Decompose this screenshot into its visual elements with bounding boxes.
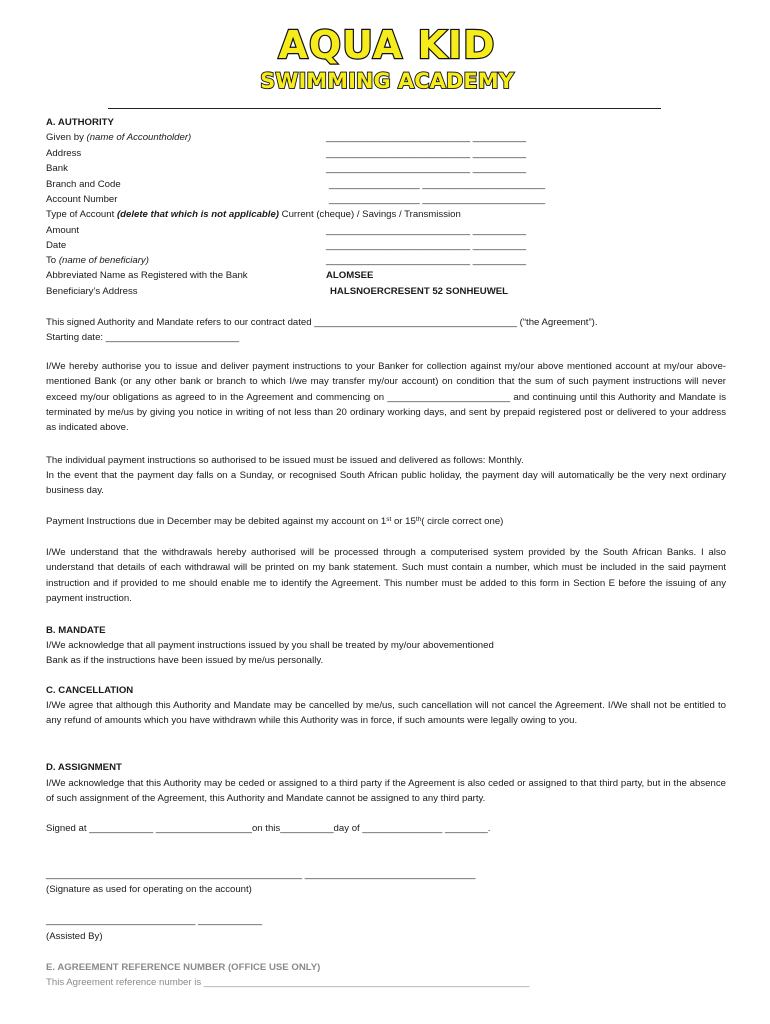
logo-line1: AQUA KID bbox=[278, 23, 496, 67]
assisted-by-line[interactable]: ____________________________ ____________ bbox=[46, 915, 263, 926]
assignment-paragraph: I/We acknowledge that this Authority may be ceded or assigned to a third party if the Agreement is also ceded or assigned to that third party, but in the absence of such assignment of the Agreement, this Authority and Mandate cannot be assigned to any third party. bbox=[46, 778, 726, 805]
bank-field[interactable]: ___________________________ __________ bbox=[326, 163, 527, 174]
branch-code-field[interactable]: _________________ _______________________ bbox=[329, 179, 546, 190]
account-number-field[interactable]: _________________ _______________________ bbox=[329, 194, 546, 205]
cancellation-paragraph: I/We agree that although this Authority and Mandate may be cancelled by me/us, such cancellation will not cancel the Agreement. I/We shall not be entitled to any refund of amounts which you have withdrawn while this Authority was in force, if such amounts were legally owing to you. bbox=[46, 700, 726, 727]
account-type-options[interactable]: Current (cheque) / Savings / Transmission bbox=[279, 209, 461, 220]
given-by-field[interactable]: ___________________________ __________ bbox=[326, 132, 527, 143]
beneficiary-address-label: Beneficiary’s Address bbox=[46, 286, 138, 297]
payment-day-paragraph: In the event that the payment day falls on a Sunday, or recognised South African public holiday, the payment day will automatically be the very next ordinary business day. bbox=[46, 470, 726, 497]
amount-label: Amount bbox=[46, 225, 80, 236]
mandate-line2: Bank as if the instructions have been issued by me/us personally. bbox=[46, 655, 324, 666]
signature-line[interactable]: ________________________________________________ ________________________________ bbox=[46, 869, 476, 880]
account-type-line: Type of Account (delete that which is not applicable) Current (cheque) / Savings / Transmission bbox=[46, 209, 461, 220]
abbreviated-name-label: Abbreviated Name as Registered with the Bank bbox=[46, 270, 248, 281]
address-label: Address bbox=[46, 148, 82, 159]
amount-field[interactable]: ___________________________ __________ bbox=[326, 225, 527, 236]
instructions-frequency: The individual payment instructions so authorised to be issued must be issued and delivered as follows: Monthly. bbox=[46, 455, 524, 466]
mandate-heading: B. MANDATE bbox=[46, 625, 106, 636]
signature-caption: (Signature as used for operating on the account) bbox=[46, 884, 252, 895]
account-number-label: Account Number bbox=[46, 194, 118, 205]
authority-heading: A. AUTHORITY bbox=[46, 117, 114, 128]
aqua-kid-logo bbox=[250, 22, 525, 94]
beneficiary-address-value: HALSNOERCRESENT 52 SONHEUWEL bbox=[330, 286, 509, 297]
date-label: Date bbox=[46, 240, 67, 251]
withdrawals-paragraph: I/We understand that the withdrawals hereby authorised will be processed through a computerised system provided by the South African Banks. I also understand that details of each withdrawal will be printed on my bank statement. Such must contain a number, which must be included in the said payment instruction and if provided to me should enable me to identify the Agreement. This number must be added to this form in Section E before the issuing of any payment instruction. bbox=[46, 547, 726, 604]
assisted-by-caption: (Assisted By) bbox=[46, 931, 103, 942]
abbreviated-name-value: ALOMSEE bbox=[326, 270, 374, 281]
reference-heading: E. AGREEMENT REFERENCE NUMBER (OFFICE USE ONLY) bbox=[46, 962, 321, 973]
address-field[interactable]: ___________________________ __________ bbox=[326, 148, 527, 159]
date-field[interactable]: ___________________________ __________ bbox=[326, 240, 527, 251]
header-rule bbox=[108, 108, 661, 109]
branch-code-label: Branch and Code bbox=[46, 179, 121, 190]
reference-line[interactable]: This Agreement reference number is _____________________________________________________________ bbox=[46, 977, 530, 988]
mandate-line1: I/We acknowledge that all payment instructions issued by you shall be treated by my/our abovementioned bbox=[46, 640, 494, 651]
starting-date-line[interactable]: Starting date: _________________________ bbox=[46, 332, 240, 343]
authorisation-paragraph: I/We hereby authorise you to issue and deliver payment instructions to your Banker for collection against my/our above mentioned account at my/our above-mentioned Bank (or any other bank or branch to which I/we may transfer my/our account) on condition that the sum of such payment instructions will never exceed my/our obligations as agreed to in the Agreement and commencing on _______________________ and continuing until this Authority and Mandate is terminated by me/us by giving you notice in writing of not less than 20 ordinary working days, and sent by prepaid registered post or delivered to your address as indicated above. bbox=[46, 361, 726, 434]
cancellation-heading: C. CANCELLATION bbox=[46, 685, 134, 696]
december-debit-line[interactable]: Payment Instructions due in December may be debited against my account on 1st or 15th( circle correct one) bbox=[46, 516, 504, 527]
beneficiary-field[interactable]: ___________________________ __________ bbox=[326, 255, 527, 266]
contract-line[interactable]: This signed Authority and Mandate refers to our contract dated ______________________________________ (“the Agreement”). bbox=[46, 317, 598, 328]
bank-label: Bank bbox=[46, 163, 68, 174]
assignment-heading: D. ASSIGNMENT bbox=[46, 762, 122, 773]
given-by-label: Given by (name of Accountholder) bbox=[46, 132, 192, 143]
signed-at-line[interactable]: Signed at ____________ __________________on this__________day of _______________ ________. bbox=[46, 823, 491, 834]
beneficiary-label: To (name of beneficiary) bbox=[46, 255, 149, 266]
logo-line2: SWIMMING ACADEMY bbox=[260, 69, 514, 93]
